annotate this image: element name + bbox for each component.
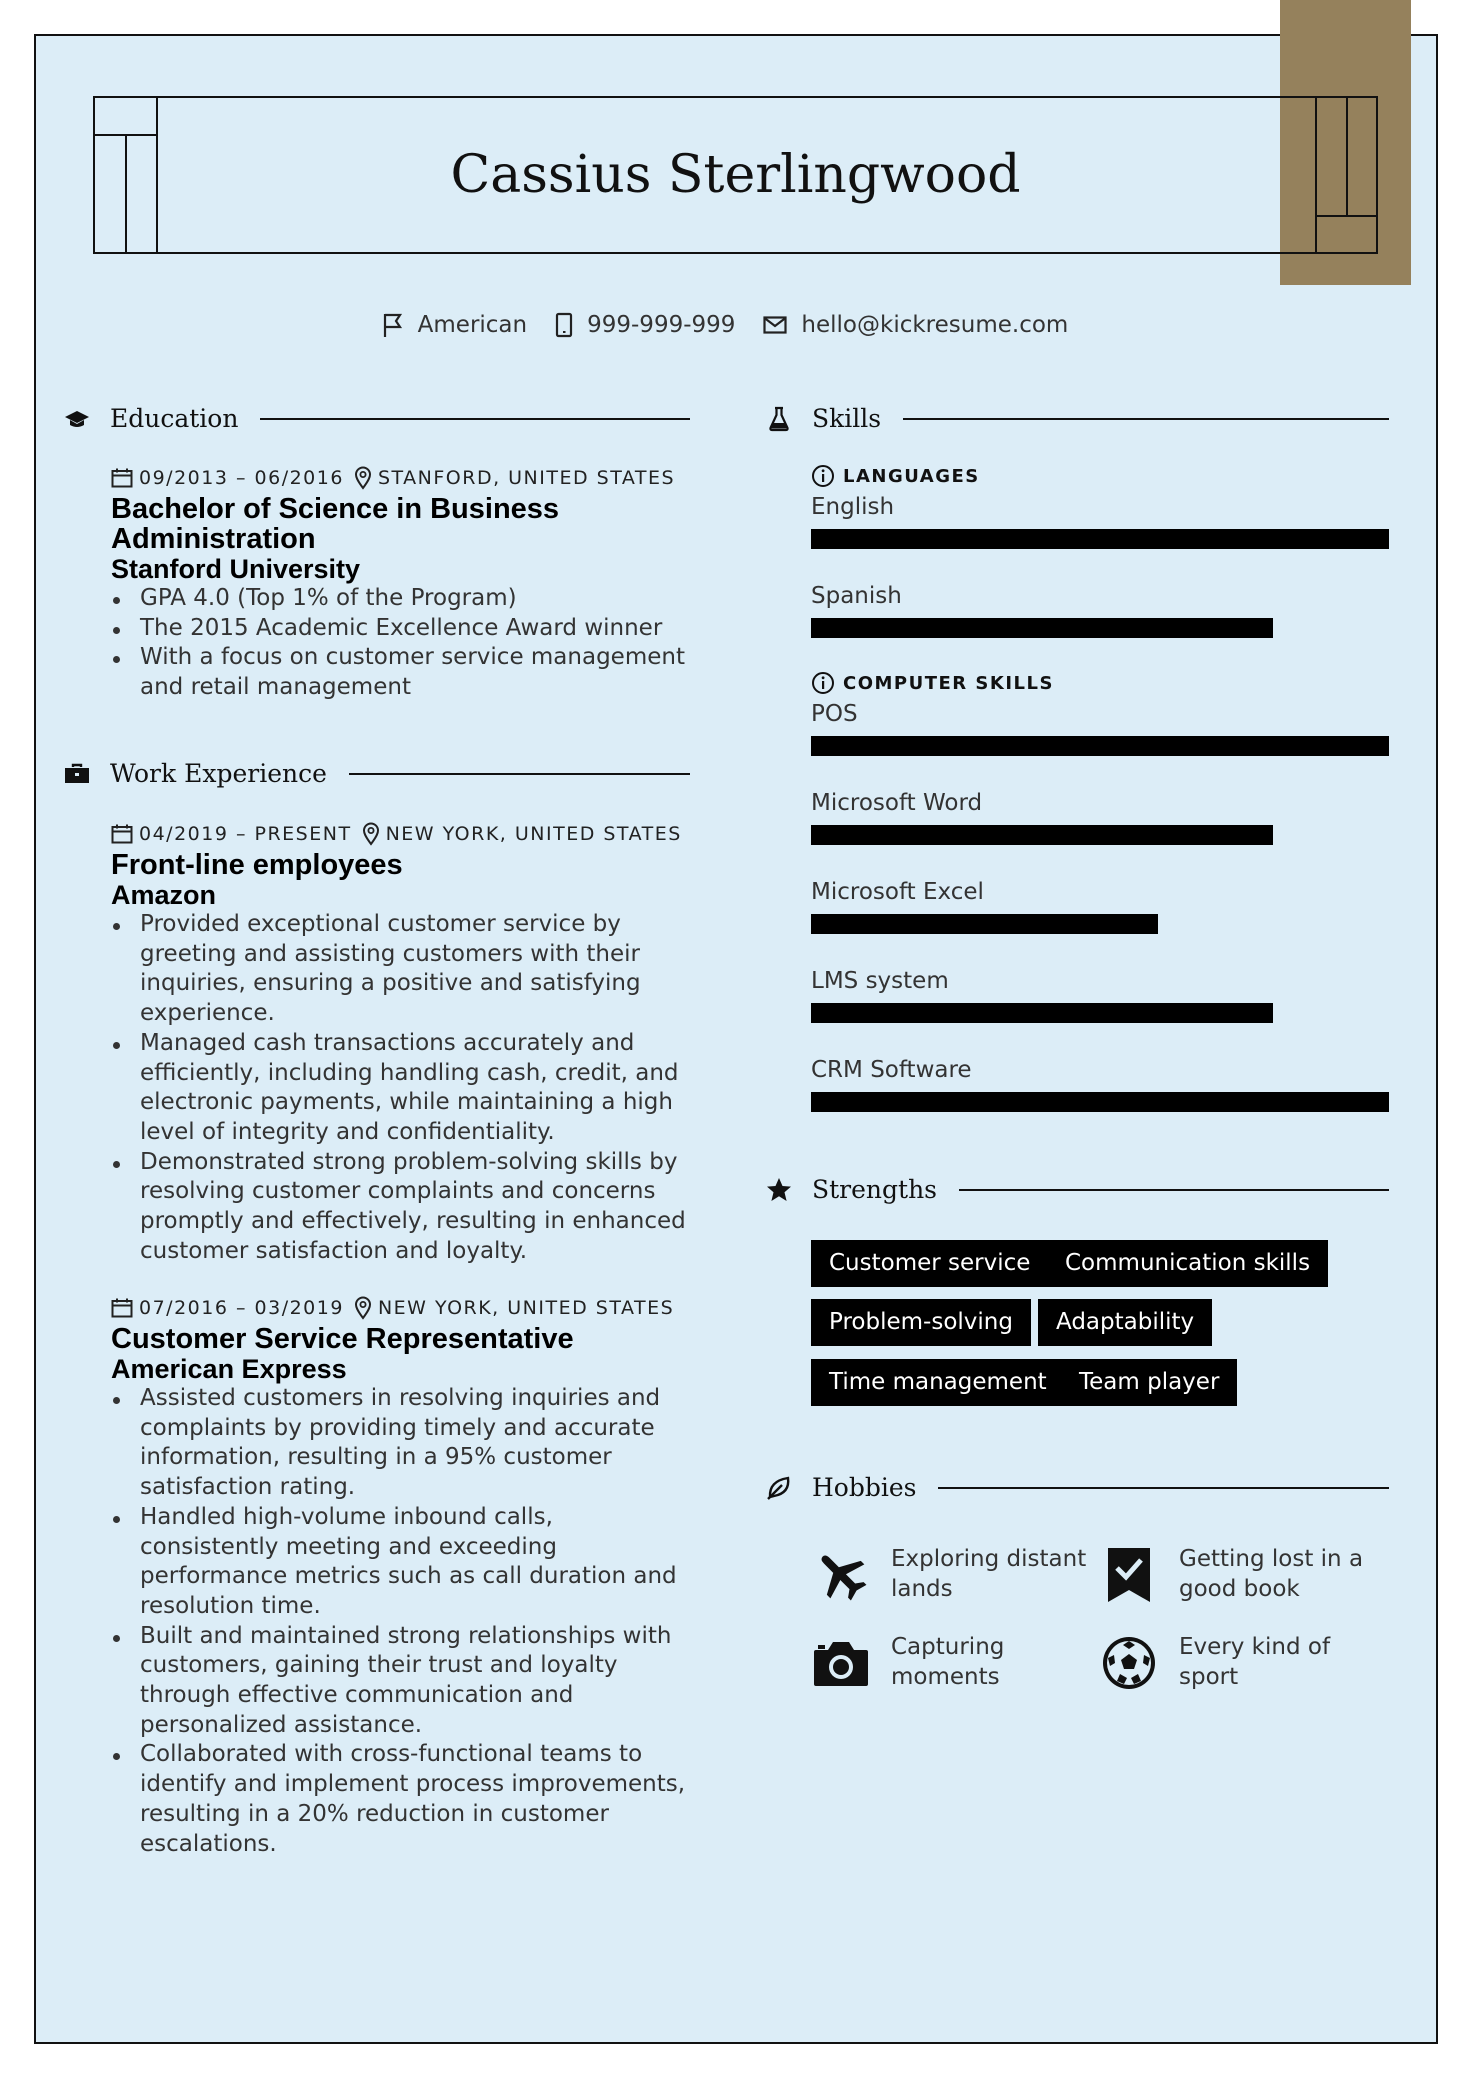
company-name: Amazon (111, 880, 217, 910)
hobby-label: Every kind of sport (1179, 1634, 1331, 1690)
bullet-list (111, 910, 691, 1266)
skill-level-bar (811, 736, 1389, 756)
bullet-item: Provided exceptional customer service by greeting and assisting customers with their inquiries, ensuring a positive and satisfying experience. (140, 910, 691, 1029)
skill-name: Microsoft Excel (811, 879, 984, 905)
entry-location: NEW YORK, UNITED STATES (385, 823, 682, 845)
school-name: Stanford University (111, 554, 361, 584)
graduation-cap-icon (64, 406, 90, 432)
entry-meta (111, 1296, 691, 1320)
hobby-item (811, 1545, 1091, 1605)
phone (555, 312, 735, 338)
hobby-label: Exploring distant lands (891, 1546, 1087, 1602)
skill-category-label: COMPUTER SKILLS (843, 672, 1054, 694)
entry-meta (111, 822, 691, 846)
strength-tag: Adaptability (1038, 1299, 1212, 1346)
skill-category-languages (811, 464, 980, 488)
candidate-name: Cassius Sterlingwood (450, 145, 1021, 205)
skill-name: Microsoft Word (811, 790, 983, 816)
airplane-icon (811, 1545, 871, 1605)
skill-item (811, 700, 1389, 756)
info-icon (811, 671, 835, 695)
strengths-heading (766, 1175, 1389, 1204)
education-heading (64, 404, 690, 433)
calendar-icon (111, 468, 133, 488)
flask-icon (766, 406, 792, 432)
skills-heading (766, 404, 1389, 433)
section-rule (260, 418, 690, 420)
soccer-ball-icon (1099, 1633, 1159, 1693)
email[interactable] (763, 312, 1068, 338)
work-heading (64, 759, 690, 788)
email-text[interactable]: hello@kickresume.com (801, 312, 1069, 338)
bullet-list (111, 1384, 691, 1859)
skill-level-bar (811, 825, 1273, 845)
skill-name: POS (811, 701, 858, 727)
strength-tag: Time management (811, 1359, 1065, 1406)
bullet-item: Assisted customers in resolving inquiries and complaints by providing timely and accurate information, resulting in a 95% customer satisfaction rating. (140, 1384, 691, 1503)
hobbies-title: Hobbies (812, 1473, 917, 1502)
entry-dates: 07/2016 – 03/2019 (139, 1297, 344, 1319)
work-title: Work Experience (110, 759, 327, 788)
strengths-title: Strengths (812, 1175, 937, 1204)
work-entry (111, 822, 691, 1266)
hobby-item (811, 1633, 1091, 1693)
skill-level-bar (811, 1092, 1389, 1112)
hobby-item (1099, 1633, 1379, 1693)
degree-title: Bachelor of Science in Business Administration (111, 493, 560, 555)
work-entry (111, 1296, 691, 1859)
skill-level-bar (811, 529, 1389, 549)
skill-category-label: LANGUAGES (843, 465, 980, 487)
skill-category-computer (811, 671, 1054, 695)
company-name: American Express (111, 1354, 347, 1384)
skill-item (811, 967, 1389, 1023)
bullet-item: Managed cash transactions accurately and efficiently, including handling cash, credit, and electronic payments, while maintaining a high level of integrity and confidentiality. (140, 1029, 691, 1148)
location-pin-icon (354, 1296, 372, 1320)
skill-item (811, 878, 1389, 934)
skill-name: Spanish (811, 583, 902, 609)
hobby-label: Capturing moments (891, 1634, 1005, 1690)
education-entry (111, 466, 691, 703)
calendar-icon (111, 1298, 133, 1318)
skill-item (811, 1056, 1389, 1112)
calendar-icon (111, 824, 133, 844)
section-rule (903, 418, 1389, 420)
section-rule (938, 1487, 1389, 1489)
bullet-item: GPA 4.0 (Top 1% of the Program) (140, 584, 691, 614)
skill-item (811, 493, 1389, 549)
location-pin-icon (362, 822, 380, 846)
bullet-item: Collaborated with cross-functional teams to identify and implement process improvements, resulting in a 20% reduction in customer escalations. (140, 1740, 691, 1859)
hobby-item (1099, 1545, 1379, 1605)
skill-item (811, 582, 1389, 638)
entry-location: NEW YORK, UNITED STATES (377, 1297, 675, 1319)
star-icon (766, 1177, 792, 1203)
job-title: Customer Service Representative (111, 1323, 574, 1355)
skills-title: Skills (812, 404, 882, 433)
bullet-item: Handled high-volume inbound calls, consistently meeting and exceeding performance metrics such as call duration and resolution time. (140, 1503, 691, 1622)
entry-meta (111, 466, 691, 490)
strength-tag: Customer service (811, 1240, 1048, 1287)
briefcase-icon (64, 761, 90, 787)
skill-name: LMS system (811, 968, 949, 994)
flag-icon (382, 312, 404, 338)
nationality (382, 312, 527, 338)
skill-name: CRM Software (811, 1057, 972, 1083)
location-pin-icon (354, 466, 372, 490)
section-rule (349, 773, 690, 775)
contact-row (0, 312, 1468, 338)
phone-text: 999-999-999 (587, 312, 736, 338)
bookmark-check-icon (1099, 1545, 1159, 1605)
strength-tag: Problem-solving (811, 1299, 1031, 1346)
entry-location: STANFORD, UNITED STATES (377, 467, 676, 489)
strength-tag: Communication skills (1047, 1240, 1328, 1287)
strength-tag: Team player (1061, 1359, 1237, 1406)
skill-name: English (811, 494, 895, 520)
info-icon (811, 464, 835, 488)
skill-item (811, 789, 1389, 845)
hobbies-heading (766, 1473, 1389, 1502)
hobby-label: Getting lost in a good book (1179, 1546, 1364, 1602)
phone-icon (555, 312, 573, 338)
bullet-item: With a focus on customer service management and retail management (140, 643, 691, 702)
job-title: Front-line employees (111, 849, 403, 881)
entry-dates: 09/2013 – 06/2016 (139, 467, 344, 489)
education-title: Education (110, 404, 239, 433)
mail-icon (763, 316, 787, 334)
bullet-item: The 2015 Academic Excellence Award winner (140, 614, 691, 644)
leaf-icon (766, 1475, 792, 1501)
bullet-list (111, 584, 691, 703)
bullet-item: Demonstrated strong problem-solving skills by resolving customer complaints and concerns promptly and effectively, resulting in enhanced customer satisfaction and loyalty. (140, 1148, 691, 1267)
section-rule (959, 1189, 1389, 1191)
camera-icon (811, 1633, 871, 1693)
nationality-text: American (417, 312, 528, 338)
bullet-item: Built and maintained strong relationships with customers, gaining their trust and loyalty through effective communication and personalized assistance. (140, 1622, 691, 1741)
skill-level-bar (811, 1003, 1273, 1023)
entry-dates: 04/2019 – PRESENT (139, 823, 352, 845)
skill-level-bar (811, 618, 1273, 638)
skill-level-bar (811, 914, 1158, 934)
